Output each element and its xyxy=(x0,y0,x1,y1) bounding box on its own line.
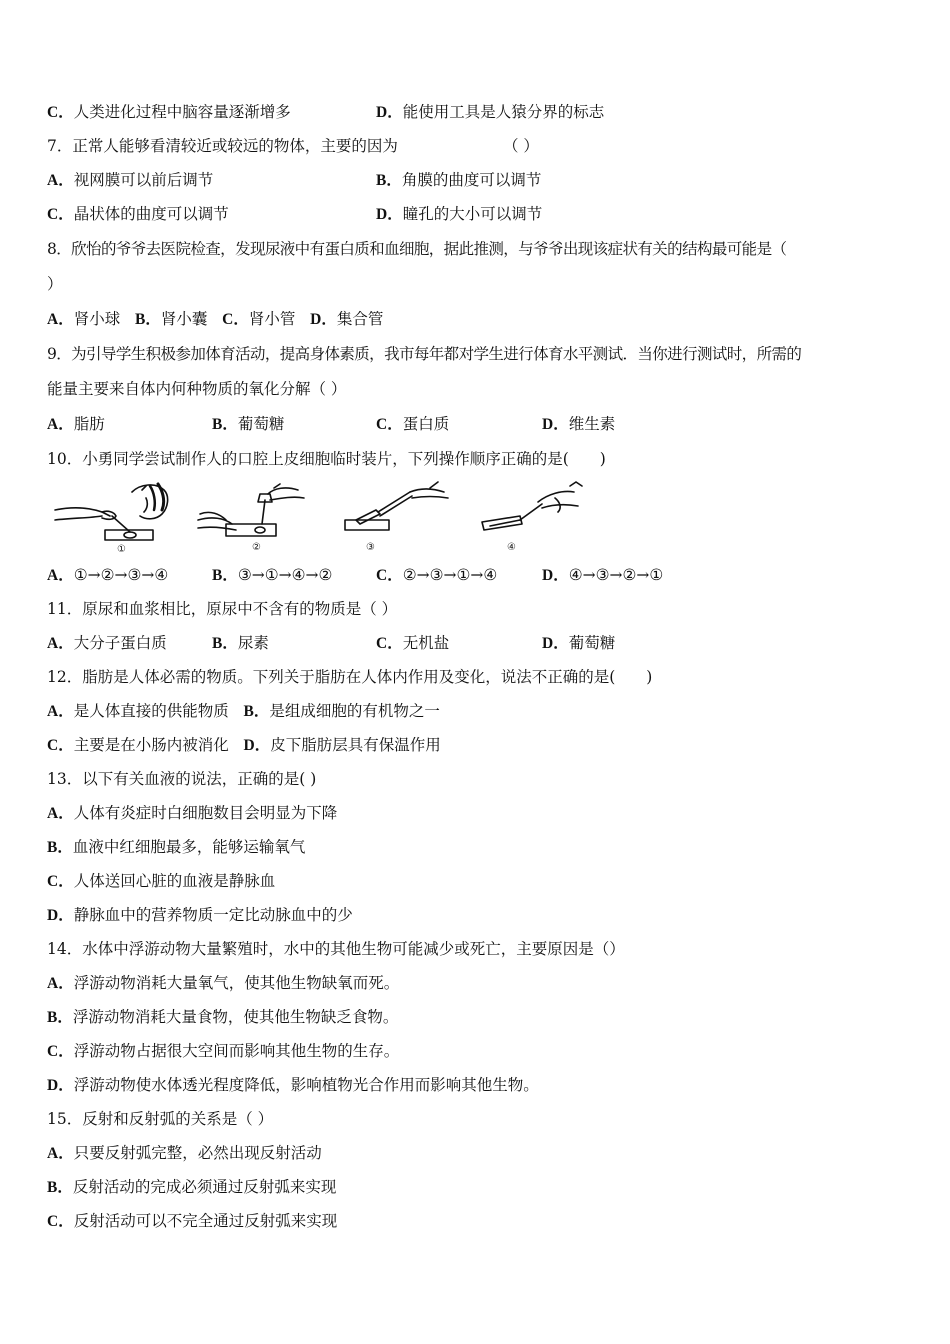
q13-option-a[interactable]: A．人体有炎症时白细胞数目会明显为下降 xyxy=(47,804,338,822)
figure-label-1: ① xyxy=(117,544,126,555)
step4-illustration xyxy=(482,482,582,530)
q7-option-c[interactable]: C．晶状体的曲度可以调节 xyxy=(47,205,229,223)
q9-stem: 9．为引导学生积极参加体育活动，提高身体素质，我市每年都对学生进行体育水平测试．当你进行测试时，所需的 xyxy=(47,345,802,363)
q11-option-a[interactable]: A．大分子蛋白质 xyxy=(47,634,167,652)
q10-option-c[interactable]: C．②→③→①→④ xyxy=(376,566,498,584)
q13-stem: 13．以下有关血液的说法，正确的是( ) xyxy=(47,770,317,788)
q9-option-c[interactable]: C．蛋白质 xyxy=(376,415,450,433)
q14-option-d[interactable]: D．浮游动物使水体透光程度降低，影响植物光合作用而影响其他生物。 xyxy=(47,1076,539,1094)
q10-option-d[interactable]: D．④→③→②→① xyxy=(542,566,664,584)
slide-procedure-illustration xyxy=(50,480,620,556)
q12-option-b[interactable]: B．是组成细胞的有机物之一 xyxy=(243,702,440,720)
q10-option-a[interactable]: A．①→②→③→④ xyxy=(47,566,169,584)
q15-option-c[interactable]: C．反射活动可以不完全通过反射弧来实现 xyxy=(47,1212,338,1230)
q13-option-d[interactable]: D．静脉血中的营养物质一定比动脉血中的少 xyxy=(47,906,353,924)
q13-option-c[interactable]: C．人体送回心脏的血液是静脉血 xyxy=(47,872,276,890)
q7-option-d[interactable]: D．瞳孔的大小可以调节 xyxy=(376,205,543,223)
q8-stem-cont: ） xyxy=(47,275,63,293)
q11-option-c[interactable]: C．无机盐 xyxy=(376,634,450,652)
q10-slide-procedure-figure xyxy=(50,480,620,556)
step3-illustration xyxy=(345,482,448,530)
q8-option-a[interactable]: A．肾小球 xyxy=(47,310,121,328)
q15-option-b[interactable]: B．反射活动的完成必须通过反射弧来实现 xyxy=(47,1178,337,1196)
q12-option-c[interactable]: C．主要是在小肠内被消化 xyxy=(47,736,229,754)
q15-stem: 15．反射和反射弧的关系是（ ） xyxy=(47,1110,274,1128)
q6-option-c[interactable]: C．人类进化过程中脑容量逐渐增多 xyxy=(47,103,291,121)
figure-label-3: ③ xyxy=(366,542,375,553)
q11-stem: 11．原尿和血浆相比，原尿中不含有的物质是（ ） xyxy=(47,600,398,618)
q7-stem: 7．正常人能够看清较近或较远的物体，主要的因为 xyxy=(47,137,398,155)
q11-option-b[interactable]: B．尿素 xyxy=(212,634,269,652)
step1-illustration xyxy=(55,484,168,540)
q14-option-b[interactable]: B．浮游动物消耗大量食物，使其他生物缺乏食物。 xyxy=(47,1008,399,1026)
q7-answer-paren: （ ） xyxy=(503,137,539,155)
q12-option-d[interactable]: D．皮下脂肪层具有保温作用 xyxy=(243,736,441,754)
q8-option-d[interactable]: D．集合管 xyxy=(310,310,384,328)
step2-illustration xyxy=(198,484,304,536)
q7-option-a[interactable]: A．视网膜可以前后调节 xyxy=(47,171,214,189)
q8-stem: 8．欣怡的爷爷去医院检查，发现尿液中有蛋白质和血细胞，据此推测，与爷爷出现该症状有关的结构最可能是（ xyxy=(47,240,787,258)
q9-option-a[interactable]: A．脂肪 xyxy=(47,415,105,433)
q10-option-b[interactable]: B．③→①→④→② xyxy=(212,566,333,584)
q8-option-b[interactable]: B．肾小囊 xyxy=(135,310,208,328)
q14-stem: 14．水体中浮游动物大量繁殖时，水中的其他生物可能减少或死亡，主要原因是（） xyxy=(47,940,625,958)
q14-option-a[interactable]: A．浮游动物消耗大量氧气，使其他生物缺氧而死。 xyxy=(47,974,400,992)
q15-option-a[interactable]: A．只要反射弧完整，必然出现反射活动 xyxy=(47,1144,322,1162)
q12-option-a[interactable]: A．是人体直接的供能物质 xyxy=(47,702,229,720)
figure-label-4: ④ xyxy=(507,542,516,553)
q7-option-b[interactable]: B．角膜的曲度可以调节 xyxy=(376,171,542,189)
figure-label-2: ② xyxy=(252,542,261,553)
q8-options xyxy=(47,309,383,330)
q12-options-cd xyxy=(47,735,441,756)
q6-option-d[interactable]: D．能使用工具是人猿分界的标志 xyxy=(376,103,605,121)
q14-option-c[interactable]: C．浮游动物占据很大空间而影响其他生物的生存。 xyxy=(47,1042,400,1060)
q8-option-c[interactable]: C．肾小管 xyxy=(222,310,296,328)
q12-stem: 12．脂肪是人体必需的物质。下列关于脂肪在人体内作用及变化，说法不正确的是( ) xyxy=(47,668,653,686)
q9-stem-cont: 能量主要来自体内何种物质的氧化分解（ ） xyxy=(47,380,347,398)
q9-option-b[interactable]: B．葡萄糖 xyxy=(212,415,285,433)
q11-option-d[interactable]: D．葡萄糖 xyxy=(542,634,616,652)
q10-stem: 10．小勇同学尝试制作人的口腔上皮细胞临时装片，下列操作顺序正确的是( ) xyxy=(47,450,606,468)
q12-options-ab xyxy=(47,701,440,722)
q9-option-d[interactable]: D．维生素 xyxy=(542,415,616,433)
q13-option-b[interactable]: B．血液中红细胞最多，能够运输氧气 xyxy=(47,838,306,856)
